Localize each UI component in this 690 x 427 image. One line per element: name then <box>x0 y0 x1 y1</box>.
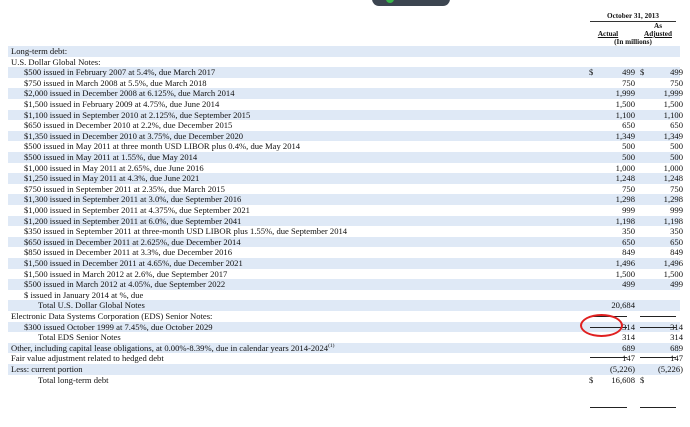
table-row <box>8 375 680 386</box>
value-adjusted: 1,496 <box>663 258 683 268</box>
table-row <box>8 109 683 121</box>
value-adjusted: (5,226) <box>657 364 683 374</box>
value-actual: 147 <box>622 353 635 364</box>
current-portion-rule-actual <box>590 407 627 408</box>
table-row <box>8 311 680 322</box>
row-label: $1,000 issued in May 2011 at 2.65%, due June 2016 <box>24 162 204 173</box>
footnote-marker: (1) <box>328 342 335 349</box>
value-adjusted: 500 <box>670 141 683 152</box>
table-row <box>8 226 683 237</box>
table-row <box>8 77 683 89</box>
value-actual: 689 <box>622 342 635 353</box>
highlight-circle-annotation <box>580 314 623 337</box>
row-label: Other, including capital lease obligations, at 0.00%-8.39%, due in calendar years 2014-2024$^{(1)}$ <box>11 342 335 353</box>
table-row <box>8 130 683 142</box>
value-adjusted: 1,500 <box>663 99 683 109</box>
row-label: $650 issued in December 2011 at 2.625%, due December 2014 <box>24 236 241 247</box>
row-label: $750 issued in March 2008 at 5.5%, due March 2018 <box>24 77 207 88</box>
value-actual: 314 <box>622 332 635 343</box>
value-adjusted: 350 <box>670 226 683 237</box>
table-row <box>8 152 683 163</box>
value-adjusted: 499 <box>670 279 683 290</box>
value-adjusted: 1,349 <box>663 130 683 141</box>
table-row <box>8 279 683 290</box>
table-row <box>8 332 683 343</box>
row-label: Total EDS Senior Notes <box>38 332 121 343</box>
adjusted-header: Adjusted <box>644 30 672 38</box>
row-label: Total U.S. Dollar Global Notes <box>38 300 145 311</box>
table-row <box>8 99 683 110</box>
row-label: $1,250 issued in May 2011 at 4.3%, due June 2021 <box>24 173 200 184</box>
value-adjusted: 1,999 <box>663 88 683 99</box>
row-label: $500 issued in March 2012 at 4.05%, due September 2022 <box>24 279 226 290</box>
row-label: $750 issued in September 2011 at 2.35%, due March 2015 <box>24 183 225 194</box>
table-row <box>8 162 683 174</box>
table-row <box>8 67 683 78</box>
row-label: $650 issued in December 2010 at 2.2%, due December 2015 <box>24 120 233 131</box>
value-actual: 499 <box>622 279 635 290</box>
value-adjusted: 499 <box>670 67 683 78</box>
row-label: Fair value adjustment related to hedged debt <box>11 353 164 364</box>
value-actual: 650 <box>622 120 635 131</box>
eds-subtotal-rule-adjusted <box>640 357 676 358</box>
value-actual: 314 <box>622 321 635 332</box>
value-adjusted: 750 <box>670 183 683 194</box>
row-label: Electronic Data Systems Corporation (EDS) Senior Notes: <box>11 311 213 321</box>
period-header: October 31, 2013 <box>607 12 659 20</box>
units-header: (In millions) <box>614 38 652 46</box>
row-label: $1,500 issued in December 2011 at 4.65%, due December 2021 <box>24 258 243 268</box>
value-actual: 1,298 <box>615 194 635 205</box>
value-actual: 1,000 <box>615 162 635 173</box>
row-label: $300 issued October 1999 at 7.45%, due October 2029 <box>24 321 213 332</box>
value-actual: 1,999 <box>615 88 635 99</box>
table-row <box>8 342 683 354</box>
subtotal-rule-adjusted <box>640 316 676 317</box>
table-row <box>8 290 680 301</box>
currency-symbol-actual: $ <box>589 374 594 385</box>
currency-symbol-adjusted: $ <box>640 67 645 78</box>
value-actual: 1,349 <box>615 130 635 141</box>
value-actual: 1,496 <box>615 258 635 268</box>
value-actual: 16,608 <box>611 374 635 385</box>
row-label: $1,000 issued in September 2011 at 4.375%, due September 2021 <box>24 205 250 215</box>
row-label: $1,300 issued in September 2011 at 3.0%, due September 2016 <box>24 194 242 205</box>
row-label: $500 issued in May 2011 at three month USD LIBOR plus 0.4%, due May 2014 <box>24 141 301 152</box>
value-actual: 1,500 <box>615 268 635 279</box>
value-adjusted: 1,500 <box>663 268 683 279</box>
eds-subtotal-rule-actual <box>590 357 627 358</box>
table-row <box>8 88 683 99</box>
table-row <box>8 194 683 205</box>
actual-header: Actual <box>597 30 619 38</box>
row-label: Long-term debt: <box>11 46 68 56</box>
row-label: $ issued in January 2014 at %, due <box>24 289 144 300</box>
value-actual: 750 <box>622 77 635 88</box>
row-label: $350 issued in September 2011 at three-month USD LIBOR plus 1.55%, due September 2014 <box>24 226 348 237</box>
value-adjusted: 314 <box>670 321 683 332</box>
row-label: $500 issued in May 2011 at 1.55%, due May 2014 <box>24 152 198 162</box>
table-row <box>8 141 683 152</box>
value-actual: 500 <box>622 141 635 152</box>
row-label: $1,500 issued in March 2012 at 2.6%, due September 2017 <box>24 268 228 279</box>
currency-symbol-actual: $ <box>589 67 594 78</box>
value-actual: 1,198 <box>615 215 635 226</box>
currency-symbol-adjusted: $ <box>640 374 645 385</box>
table-row <box>8 247 683 258</box>
value-adjusted: 689 <box>670 342 683 353</box>
row-label: $1,350 issued in December 2010 at 3.75%, due December 2020 <box>24 130 244 141</box>
value-adjusted: 500 <box>670 152 683 162</box>
table-row <box>8 364 683 375</box>
table-row <box>8 353 683 364</box>
table-row <box>8 183 683 195</box>
value-actual: 500 <box>622 152 635 162</box>
table-row <box>8 268 683 280</box>
row-label: $1,500 issued in February 2009 at 4.75%, due June 2014 <box>24 99 220 109</box>
value-adjusted: 1,100 <box>663 109 683 120</box>
value-actual: 350 <box>622 226 635 237</box>
row-label: $1,200 issued in September 2011 at 6.0%, due September 2041 <box>24 215 242 226</box>
as-header: As <box>654 22 662 30</box>
total-rule-adjusted <box>640 327 676 328</box>
table-row <box>8 300 680 311</box>
value-adjusted: 1,248 <box>663 173 683 184</box>
value-adjusted: 999 <box>670 205 683 215</box>
value-adjusted: 650 <box>670 236 683 247</box>
value-actual: 499 <box>622 67 635 78</box>
value-adjusted: 849 <box>670 247 683 258</box>
row-label: U.S. Dollar Global Notes: <box>11 56 101 67</box>
table-row <box>8 120 683 131</box>
current-portion-rule-adjusted <box>640 407 676 408</box>
value-adjusted: 147 <box>670 353 683 364</box>
table-row <box>8 173 683 184</box>
value-adjusted: 1,298 <box>663 194 683 205</box>
row-label: $1,100 issued in September 2010 at 2.125%, due September 2015 <box>24 109 251 120</box>
value-actual: 849 <box>622 247 635 258</box>
row-label: $2,000 issued in December 2008 at 6.125%, due March 2014 <box>24 88 235 99</box>
row-label: Total long-term debt <box>38 374 109 385</box>
top-toolbar-pill <box>372 0 450 6</box>
value-adjusted: 1,000 <box>663 162 683 173</box>
table-row <box>8 205 683 216</box>
table-row <box>8 57 680 68</box>
value-actual: 650 <box>622 236 635 247</box>
table-row <box>8 236 683 248</box>
value-actual: 20,684 <box>611 300 635 311</box>
value-actual: 1,100 <box>615 109 635 120</box>
value-actual: 999 <box>622 205 635 215</box>
value-actual: 750 <box>622 183 635 194</box>
table-row <box>8 258 683 269</box>
value-actual: (5,226) <box>609 364 635 374</box>
row-label: $500 issued in February 2007 at 5.4%, due March 2017 <box>24 67 216 78</box>
status-dot-icon <box>386 0 394 3</box>
value-adjusted: 750 <box>670 77 683 88</box>
value-adjusted: 1,198 <box>663 215 683 226</box>
table-row <box>8 46 680 57</box>
row-label: Less: current portion <box>11 364 83 374</box>
value-actual: 1,248 <box>615 173 635 184</box>
table-row <box>8 215 683 227</box>
value-actual: 1,500 <box>615 99 635 109</box>
row-label: $850 issued in December 2011 at 3.3%, due December 2016 <box>24 247 233 258</box>
value-adjusted: 314 <box>670 332 683 343</box>
value-adjusted: 650 <box>670 120 683 131</box>
